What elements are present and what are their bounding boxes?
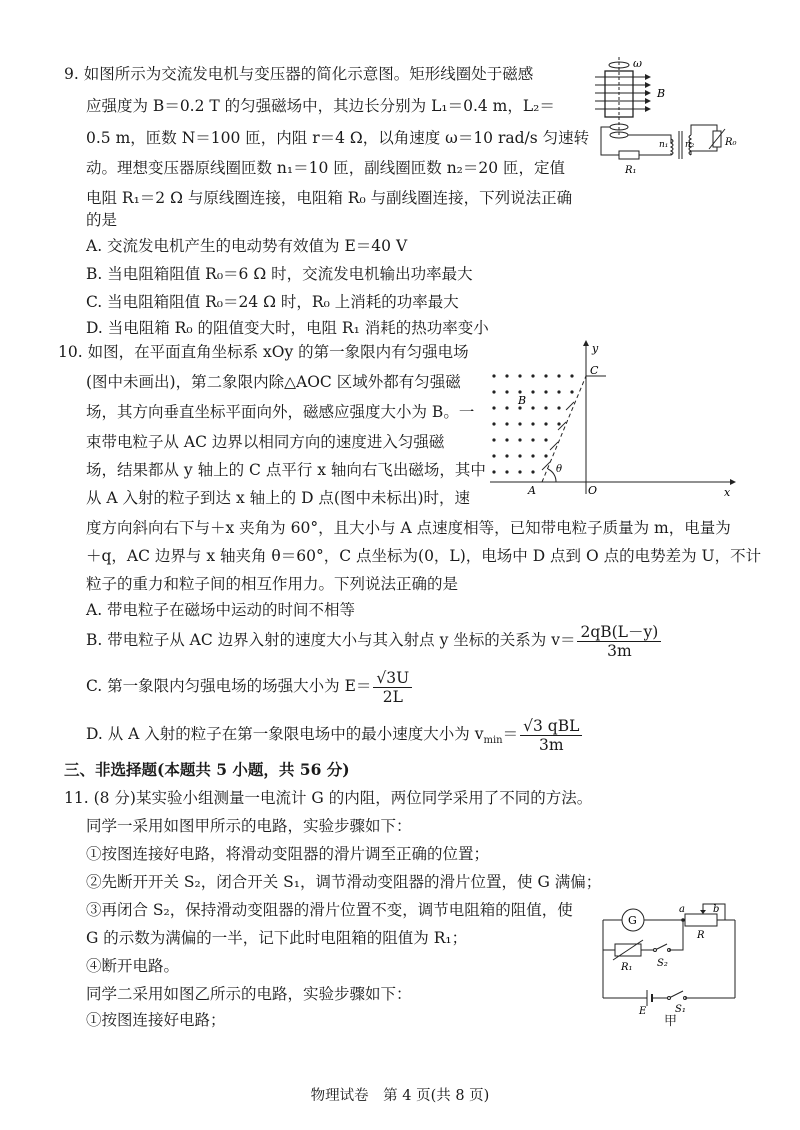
field-dot [505,390,508,393]
q10-option-d-equals: ＝ [502,725,519,743]
field-dot [492,470,495,473]
field-dot [531,454,534,457]
q9-option-a: A. 交流发电机产生的电动势有效值为 E＝40 V [86,237,408,255]
q10-option-d-fraction [520,717,582,754]
field-dot [492,390,495,393]
q10-option-d-text: D. 从 A 入射的粒子在第一象限电场中的最小速度大小为 v [86,725,484,743]
q10-option-d-denominator: 3m [538,735,564,754]
field-dot [518,470,521,473]
q10-c-label: C [590,364,599,377]
field-dot [505,374,508,377]
q11-s2-label: S₂ [657,958,668,969]
q10-line-3: 场，其方向垂直坐标平面向外，磁感应强度大小为 B。一 [86,403,475,421]
q9-line-5: 电阻 R₁＝2 Ω 与原线圈连接，电阻箱 R₀ 与副线圈连接，下列说法正确 [86,189,573,207]
field-dot [544,406,547,409]
q9-option-d: D. 当电阻箱 R₀ 的阻值变大时，电阻 R₁ 消耗的热功率变小 [86,319,489,337]
q11-g-label: G [628,914,637,927]
field-dot [505,470,508,473]
q9-n2-label: n₂ [685,140,695,150]
q10-option-b [86,620,663,660]
q10-line-2: (图中未画出)，第二象限内除△AOC 区域外都有匀强磁 [86,373,461,391]
q10-option-c-text: C. 第一象限内匀强电场的场强大小为 E＝ [86,677,372,695]
q10-option-b-numerator: 2qB(L－y) [577,623,661,642]
q10-field-figure [480,338,740,498]
q10-line-4: 束带电粒子从 AC 边界以相同方向的速度进入匀强磁 [86,433,445,451]
field-dot [544,374,547,377]
q10-line-9: 粒子的重力和粒子间的相互作用力。下列说法正确的是 [86,575,459,593]
q10-option-a: A. 带电粒子在磁场中运动的时间不相等 [86,601,356,619]
field-dot [531,374,534,377]
q10-x-label: x [724,486,731,498]
q10-o-label: O [588,484,598,497]
field-dot [518,454,521,457]
q11-circuit-figure-jia [595,900,755,1025]
field-dot [544,390,547,393]
q9-r0-label: R₀ [725,137,737,148]
q10-line-5: 场，结果都从 y 轴上的 C 点平行 x 轴向右飞出磁场，其中 [86,461,486,479]
field-dot [544,422,547,425]
q11-line-1: 11. (8 分)某实验小组测量一电流计 G 的内阻，两位同学采用了不同的方法。 [64,789,593,807]
field-dot [505,406,508,409]
q11-r-label: R [697,930,705,941]
q11-e-label: E [639,1006,647,1017]
q10-option-d [86,714,584,761]
q9-option-c: C. 当电阻箱阻值 R₀＝24 Ω 时，R₀ 上消耗的功率最大 [86,293,459,311]
q11-line-5: ③再闭合 S₂，保持滑动变阻器的滑片位置不变，调节电阻箱的阻值，使 [86,901,573,919]
field-dot [518,422,521,425]
field-dot [557,390,560,393]
field-dot [570,390,573,393]
field-dot [518,438,521,441]
q9-r1-label: R₁ [625,165,637,176]
q10-line-6: 从 A 入射的粒子到达 x 轴上的 D 点(图中未标出)时，速 [86,489,471,507]
q9-b-label: B [657,87,666,100]
field-dot [531,438,534,441]
q10-theta-label: θ [556,464,563,475]
q10-option-c-fraction [373,669,412,706]
field-dot [505,454,508,457]
q11-b-label: b [713,904,720,915]
q9-line-6: 的是 [86,211,118,229]
field-dot [557,374,560,377]
field-dot [531,406,534,409]
field-dot [544,454,547,457]
q11-line-8: 同学二采用如图乙所示的电路，实验步骤如下： [86,985,412,1003]
field-dot [557,406,560,409]
field-dot [570,374,573,377]
q9-generator-figure [585,55,755,190]
q10-a-label: A [528,484,536,497]
q10-b-label: B [518,394,527,407]
field-dot [531,390,534,393]
q9-line-1: 9. 如图所示为交流发电机与变压器的简化示意图。矩形线圈处于磁感 [64,65,534,83]
q10-option-b-text: B. 带电粒子从 AC 边界入射的速度大小与其入射点 y 坐标的关系为 v＝ [86,631,576,649]
field-dot [505,438,508,441]
field-dot [492,422,495,425]
field-dot [544,438,547,441]
q11-line-3: ①按图连接好电路，将滑动变阻器的滑片调至正确的位置； [86,845,490,863]
q10-option-d-subscript: min [483,735,503,747]
q11-a-label: a [679,904,685,915]
field-dot [518,374,521,377]
q9-omega-label: ω [633,57,642,70]
q10-y-label: y [592,342,599,355]
field-dot [492,374,495,377]
field-dot [492,438,495,441]
q10-option-c [86,666,414,706]
q9-n1-label: n₁ [659,140,669,150]
q9-line-2: 应强度为 B＝0.2 T 的匀强磁场中，其边长分别为 L₁＝0.4 m，L₂＝ [86,97,555,115]
field-dot [492,406,495,409]
q10-option-b-fraction [577,623,661,660]
q11-s1-label: S₁ [675,1004,686,1015]
field-dot [505,422,508,425]
field-dot [492,454,495,457]
q11-line-4: ②先断开开关 S₂，闭合开关 S₁，调节滑动变阻器的滑片位置，使 G 满偏； [86,873,602,891]
q11-r1-label: R₁ [621,962,633,973]
field-dot [531,422,534,425]
q11-line-6: G 的示数为满偏的一半，记下此时电阻箱的阻值为 R₁； [86,929,468,947]
q10-option-c-numerator: √3U [373,669,412,688]
q11-line-2: 同学一采用如图甲所示的电路，实验步骤如下： [86,817,412,835]
q10-line-8: ＋q，AC 边界与 x 轴夹角 θ＝60°，C 点坐标为(0，L)，电场中 D 点到 O 点的电势差为 U，不计 [86,547,762,565]
q11-line-7: ④断开电路。 [86,957,180,975]
q9-line-3: 0.5 m，匝数 N＝100 匝，内阻 r＝4 Ω，以角速度 ω＝10 rad/s 匀速转 [86,129,590,147]
q10-option-c-denominator: 2L [382,687,403,706]
section-3-title: 三、非选择题(本题共 5 小题，共 56 分) [64,760,350,779]
q11-line-9: ①按图连接好电路； [86,1011,226,1029]
q10-option-d-numerator: √3 qBL [520,717,582,736]
q9-option-b: B. 当电阻箱阻值 R₀＝6 Ω 时，交流发电机输出功率最大 [86,265,473,283]
q10-line-7: 度方向斜向右下与＋x 夹角为 60°，且大小与 A 点速度相等，已知带电粒子质量为 m，电量为 [86,519,731,537]
q9-line-4: 动。理想变压器原线圈匝数 n₁＝10 匝，副线圈匝数 n₂＝20 匝，定值 [86,159,566,177]
q10-option-b-denominator: 3m [607,641,632,660]
field-dot [557,422,560,425]
page-footer: 物理试卷 第 4 页(共 8 页) [310,1088,490,1104]
field-dot [531,470,534,473]
q11-figure-caption: 甲 [664,1014,678,1029]
q10-line-1: 10. 如图，在平面直角坐标系 xOy 的第一象限内有匀强电场 [58,343,469,361]
